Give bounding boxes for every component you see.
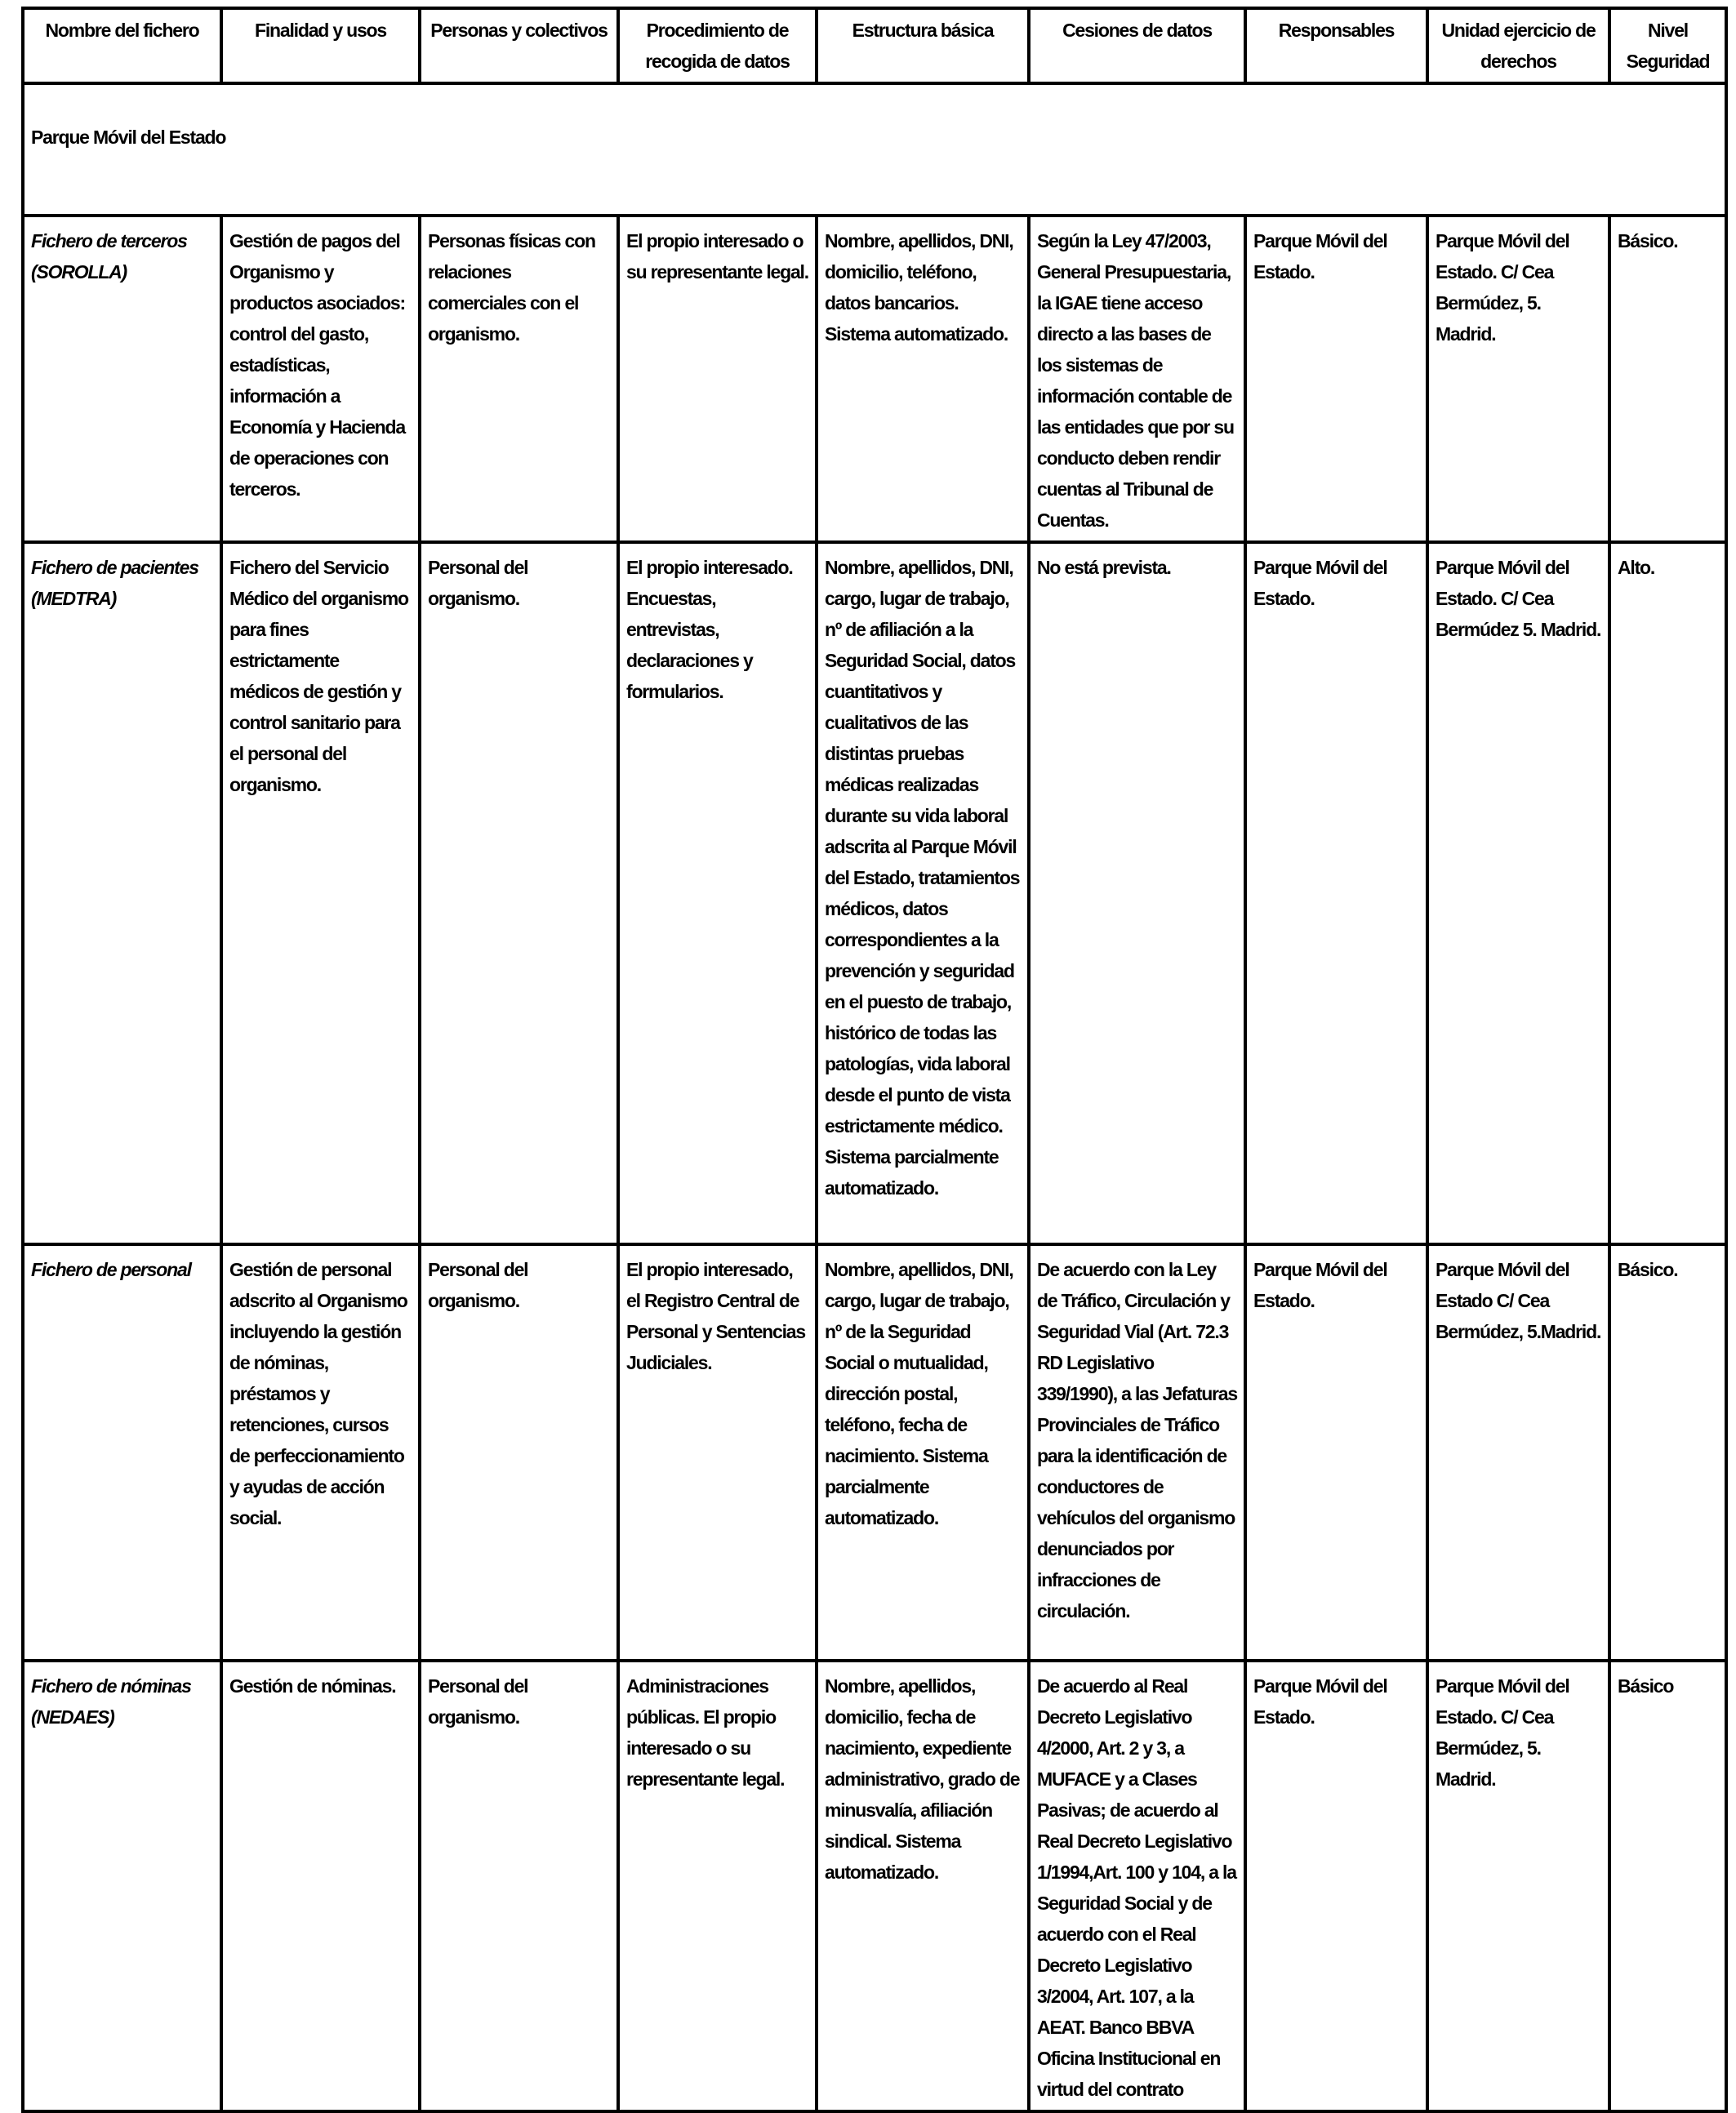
cell-finalidad: Gestión de nóminas. [221, 1661, 420, 2111]
cell-nivel: Alto. [1609, 542, 1726, 1244]
header-unidad: Unidad ejercicio de derechos [1427, 8, 1609, 83]
cell-estructura: Nombre, apellidos, DNI, cargo, lugar de trabajo, nº de la Seguridad Social o mutualidad, dirección postal, teléfono, fecha de nacimiento. Sistema parcialmente automatizado. [817, 1244, 1029, 1661]
cell-responsables: Parque Móvil del Estado. [1245, 1244, 1427, 1661]
section-row [23, 83, 1726, 216]
cell-nivel: Básico [1609, 1661, 1726, 2111]
document-page [21, 7, 1725, 2113]
cell-estructura: Nombre, apellidos, domicilio, fecha de nacimiento, expediente administrativo, grado de minusvalía, afiliación sindical. Sistema automatizado. [817, 1661, 1029, 2111]
header-estructura: Estructura básica [817, 8, 1029, 83]
cell-nombre: Fichero de personal [23, 1244, 221, 1661]
cell-unidad: Parque Móvil del Estado. C/ Cea Bermúdez 5. Madrid. [1427, 542, 1609, 1244]
table-row [23, 216, 1726, 542]
header-personas: Personas y colectivos [420, 8, 618, 83]
cell-cesiones: No está prevista. [1029, 542, 1245, 1244]
cell-unidad: Parque Móvil del Estado. C/ Cea Bermúdez, 5. Madrid. [1427, 216, 1609, 542]
header-row [23, 8, 1726, 83]
cell-finalidad: Fichero del Servicio Médico del organismo para fines estrictamente médicos de gestión y control sanitario para el personal del organismo. [221, 542, 420, 1244]
cell-cesiones: De acuerdo con la Ley de Tráfico, Circulación y Seguridad Vial (Art. 72.3 RD Legislativo 339/1990), a las Jefaturas Provinciales de Tráfico para la identificación de conductores de vehículos del organismo denunciados por infracciones de circulación. [1029, 1244, 1245, 1661]
cell-nivel: Básico. [1609, 1244, 1726, 1661]
cell-personas: Personas físicas con relaciones comerciales con el organismo. [420, 216, 618, 542]
cell-unidad: Parque Móvil del Estado. C/ Cea Bermúdez, 5. Madrid. [1427, 1661, 1609, 2111]
cell-finalidad: Gestión de pagos del Organismo y productos asociados: control del gasto, estadísticas, información a Economía y Hacienda de operaciones con terceros. [221, 216, 420, 542]
cell-unidad: Parque Móvil del Estado C/ Cea Bermúdez, 5.Madrid. [1427, 1244, 1609, 1661]
header-nombre: Nombre del fichero [23, 8, 221, 83]
cell-estructura: Nombre, apellidos, DNI, cargo, lugar de trabajo, nº de afiliación a la Seguridad Social, datos cuantitativos y cualitativos de las distintas pruebas médicas realizadas durante su vida laboral adscrita al Parque Móvil del Estado, tratamientos médicos, datos correspondientes a la prevención y seguridad en el puesto de trabajo, histórico de todas las patologías, vida laboral desde el punto de vista estrictamente médico. Sistema parcialmente automatizado. [817, 542, 1029, 1244]
cell-nombre: Fichero de pacientes (MEDTRA) [23, 542, 221, 1244]
cell-nombre: Fichero de terceros (SOROLLA) [23, 216, 221, 542]
cell-procedimiento: El propio interesado o su representante legal. [618, 216, 817, 542]
cell-responsables: Parque Móvil del Estado. [1245, 216, 1427, 542]
table-row [23, 1244, 1726, 1661]
header-nivel: Nivel Seguridad [1609, 8, 1726, 83]
cell-procedimiento: El propio interesado, el Registro Central de Personal y Sentencias Judiciales. [618, 1244, 817, 1661]
cell-nivel: Básico. [1609, 216, 1726, 542]
cell-procedimiento: Administraciones públicas. El propio interesado o su representante legal. [618, 1661, 817, 2111]
cell-finalidad: Gestión de personal adscrito al Organismo incluyendo la gestión de nóminas, préstamos y retenciones, cursos de perfeccionamiento y ayudas de acción social. [221, 1244, 420, 1661]
header-cesiones: Cesiones de datos [1029, 8, 1245, 83]
section-title: Parque Móvil del Estado [23, 83, 1726, 216]
cell-responsables: Parque Móvil del Estado. [1245, 1661, 1427, 2111]
cell-responsables: Parque Móvil del Estado. [1245, 542, 1427, 1244]
header-responsables: Responsables [1245, 8, 1427, 83]
table-row [23, 1661, 1726, 2111]
header-procedimiento: Procedimiento de recogida de datos [618, 8, 817, 83]
cell-estructura: Nombre, apellidos, DNI, domicilio, teléfono, datos bancarios. Sistema automatizado. [817, 216, 1029, 542]
cell-personas: Personal del organismo. [420, 542, 618, 1244]
cell-personas: Personal del organismo. [420, 1244, 618, 1661]
header-finalidad: Finalidad y usos [221, 8, 420, 83]
cell-cesiones: De acuerdo al Real Decreto Legislativo 4/2000, Art. 2 y 3, a MUFACE y a Clases Pasivas; de acuerdo al Real Decreto Legislativo 1/1994,Art. 100 y 104, a la Seguridad Social y de acuerdo con el Real Decreto Legislativo 3/2004, Art. 107, a la AEAT. Banco BBVA Oficina Institucional en virtud del contrato [1029, 1661, 1245, 2111]
table-row [23, 542, 1726, 1244]
cell-nombre: Fichero de nóminas (NEDAES) [23, 1661, 221, 2111]
data-files-table [21, 7, 1728, 2113]
cell-cesiones: Según la Ley 47/2003, General Presupuestaria, la IGAE tiene acceso directo a las bases de los sistemas de información contable de las entidades que por su conducto deben rendir cuentas al Tribunal de Cuentas. [1029, 216, 1245, 542]
cell-procedimiento: El propio interesado. Encuestas, entrevistas, declaraciones y formularios. [618, 542, 817, 1244]
cell-personas: Personal del organismo. [420, 1661, 618, 2111]
